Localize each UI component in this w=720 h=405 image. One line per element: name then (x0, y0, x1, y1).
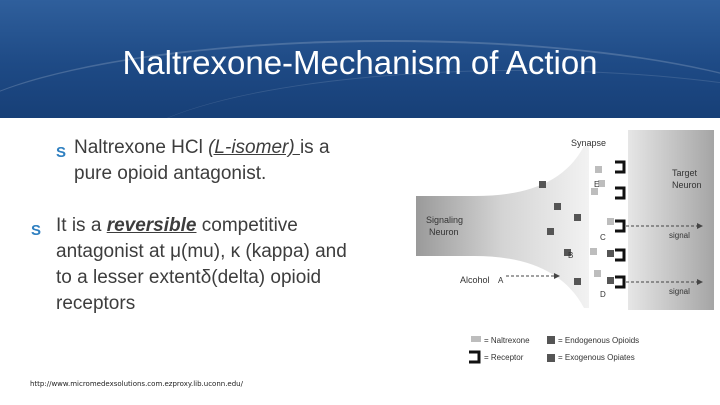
legend-exogenous: = Exogenous Opiates (558, 353, 635, 362)
slide-header (0, 0, 720, 118)
receptor-column (615, 162, 624, 287)
bullet-1 (74, 135, 330, 187)
label-d: D (600, 290, 606, 299)
mechanism-diagram (414, 130, 714, 370)
label-a: A (498, 276, 504, 285)
target-neuron-label: Target (672, 168, 698, 178)
alcohol-label: Alcohol (460, 275, 490, 285)
bullet-2-line2: antagonist at μ(mu), κ (kappa) and (56, 241, 347, 262)
bullet-1-line2: pure opioid antagonist. (74, 163, 267, 184)
target-neuron (628, 130, 714, 310)
signal-label: signal (669, 287, 690, 296)
bullet-2-line3: to a lesser extentδ(delta) opioid (56, 267, 322, 288)
signal-label: signal (669, 231, 690, 240)
bullet-1-tail: is a (299, 137, 330, 158)
bullet-2-line4: receptors (56, 293, 136, 314)
bullet-2-text: It is a (56, 215, 107, 236)
label-e: E (594, 180, 600, 189)
bullet-2-tail: competitive (196, 215, 298, 236)
bullet-2 (56, 213, 347, 317)
bullet-marker: S (31, 222, 42, 239)
signaling-neuron-label: Signaling (426, 215, 464, 225)
label-b: B (568, 251, 574, 260)
slide-title: Naltrexone-Mechanism of Action (122, 44, 598, 81)
bullet-marker: S (56, 144, 67, 161)
synapse-label: Synapse (571, 138, 607, 148)
diagram-legend (469, 336, 639, 362)
legend-endogenous: = Endogenous Opioids (558, 336, 640, 345)
signaling-neuron-label-2: Neuron (429, 227, 459, 237)
legend-naltrexone: = Naltrexone (484, 336, 530, 345)
legend-receptor: = Receptor (484, 353, 524, 362)
bullet-1-isomer: (L-isomer) (208, 137, 300, 158)
bullet-1-text: Naltrexone HCl (74, 137, 209, 158)
target-neuron-label-2: Neuron (672, 180, 702, 190)
citation-link[interactable]: http://www.micromedexsolutions.com.ezproxy.lib.uconn.edu/ (30, 380, 243, 388)
bullet-2-reversible: reversible (106, 215, 197, 236)
label-c: C (600, 233, 606, 242)
